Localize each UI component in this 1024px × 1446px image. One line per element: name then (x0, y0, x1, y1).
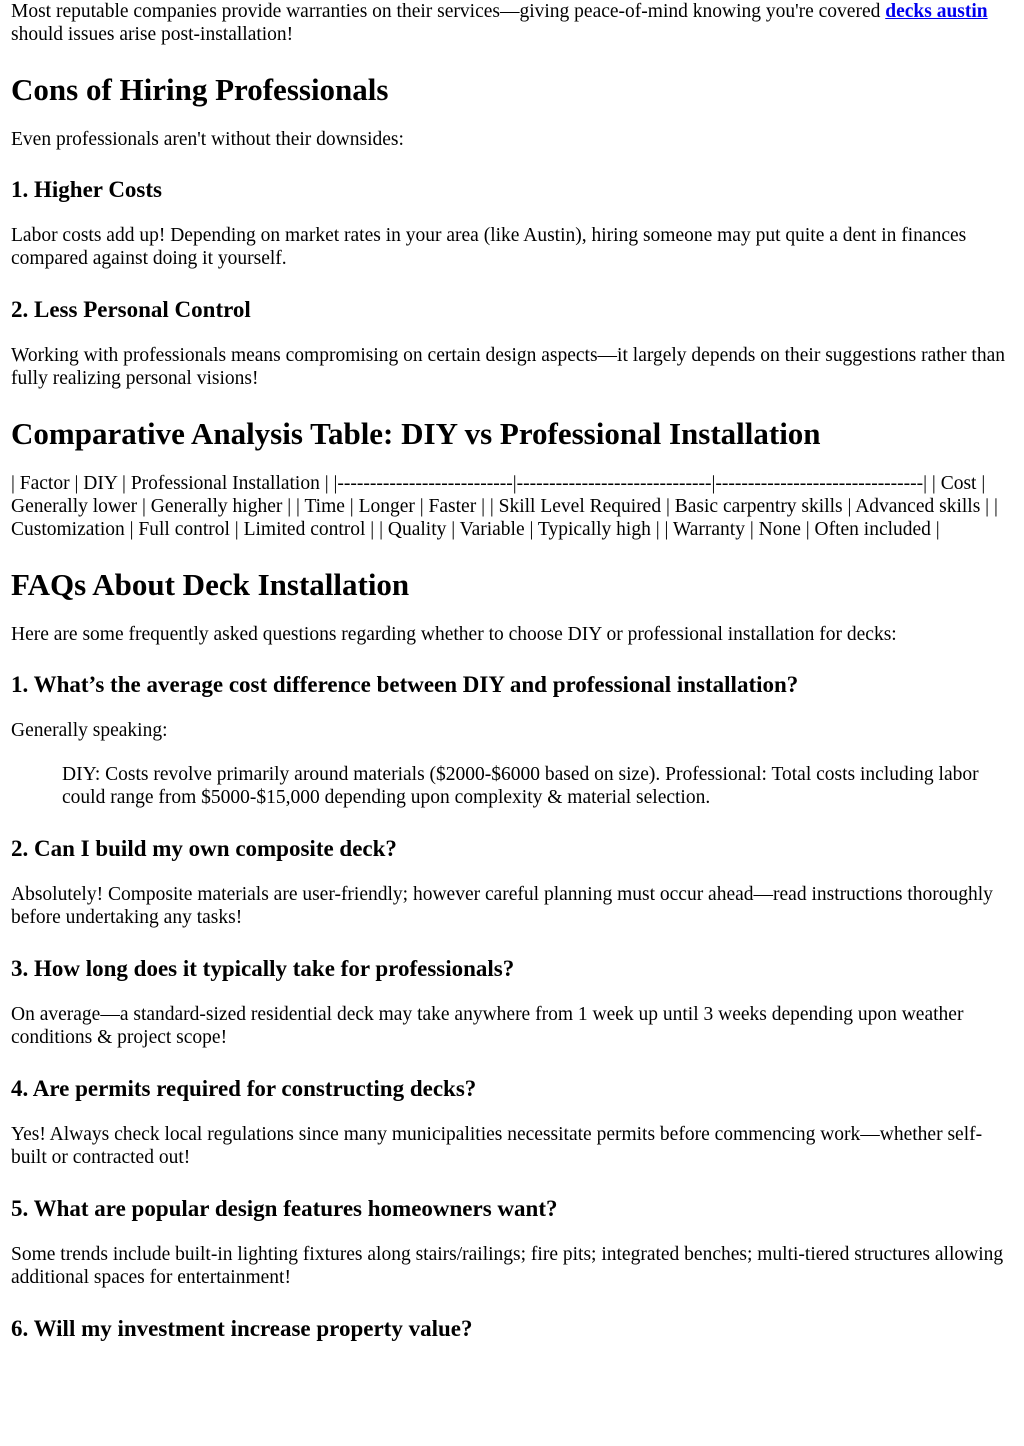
intro-text-before: Most reputable companies provide warranties on their services—giving peace-of-mind knowing you're covered (11, 1, 886, 22)
faqs-heading: FAQs About Deck Installation (11, 567, 410, 602)
faq-question: 5. What are popular design features homeowners want? (11, 1196, 558, 1221)
faq-answer: Generally speaking: (11, 720, 168, 741)
faq-question: 6. Will my investment increase property value? (11, 1316, 473, 1341)
cons-item-title: 2. Less Personal Control (11, 297, 251, 322)
cons-item-body: Labor costs add up! Depending on market rates in your area (like Austin), hiring someone may put quite a dent in finances compared against doing it yourself. (11, 225, 967, 269)
faq-question: 3. How long does it typically take for professionals? (11, 956, 515, 981)
faq-question: 1. What’s the average cost difference between DIY and professional installation? (11, 672, 799, 697)
cons-intro: Even professionals aren't without their downsides: (11, 129, 404, 150)
cons-item-title: 1. Higher Costs (11, 177, 162, 202)
faq-question: 2. Can I build my own composite deck? (11, 836, 397, 861)
cons-item-body: Working with professionals means compromising on certain design aspects—it largely depends on their suggestions rather than fully realizing personal visions! (11, 345, 1005, 389)
cons-heading: Cons of Hiring Professionals (11, 72, 389, 107)
faq-answer-detail: DIY: Costs revolve primarily around materials ($2000-$6000 based on size). Professional: Total costs including labor could range from $5000-$15,000 depending upon complexity & material selection. (62, 764, 979, 808)
faq-answer: Some trends include built-in lighting fixtures along stairs/railings; fire pits; integrated benches; multi-tiered structures allowing additional spaces for entertainment! (11, 1244, 1004, 1288)
intro-paragraph (11, 0, 1013, 46)
faq-answer: Yes! Always check local regulations since many municipalities necessitate permits before commencing work—whether self-built or contracted out! (11, 1124, 983, 1168)
comparison-heading: Comparative Analysis Table: DIY vs Professional Installation (11, 416, 821, 451)
faq-question: 4. Are permits required for constructing decks? (11, 1076, 477, 1101)
comparison-raw-table: | Factor | DIY | Professional Installation | |---------------------------|------------------------------|--------------------------------| | Cost | Generally lower | Generally higher | | Time | Longer | Faster | | Skill Level Required | Basic carpentry skills | Advanced skills | | Customization | Full control | Limited control | | Quality | Variable | Typically high | | Warranty | None | Often included | (11, 473, 998, 540)
faq-answer: Absolutely! Composite materials are user-friendly; however careful planning must occur ahead—read instructions thoroughly before undertaking any tasks! (11, 884, 993, 928)
intro-text-after: should issues arise post-installation! (11, 24, 294, 45)
decks-austin-link[interactable]: decks austin (885, 1, 988, 22)
faq-answer: On average—a standard-sized residential deck may take anywhere from 1 week up until 3 weeks depending upon weather conditions & project scope! (11, 1004, 964, 1048)
faqs-intro: Here are some frequently asked questions regarding whether to choose DIY or professional installation for decks: (11, 624, 897, 645)
